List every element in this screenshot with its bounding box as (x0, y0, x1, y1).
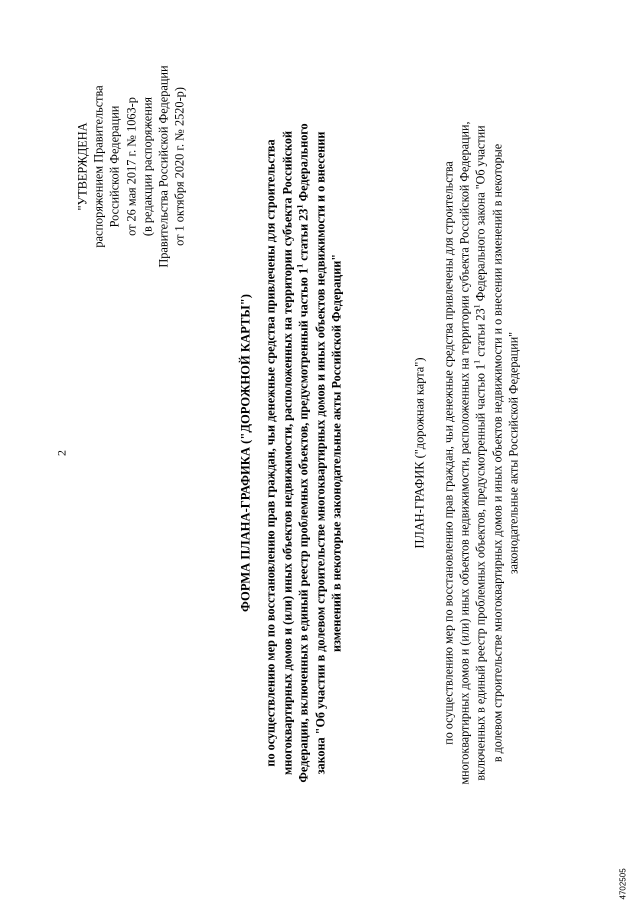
form-desc-line: изменений в некоторые законодательные акты Российской Федерации" (329, 253, 343, 652)
form-desc-line: многоквартирных домов и (или) иных объектов недвижимости, расположенных на территории субъекта Российской (279, 130, 294, 775)
approval-line: "УТВЕРЖДЕНА (75, 121, 89, 211)
plan-desc-line: законодательные акты Российской Федерации" (505, 331, 520, 574)
plan-desc-line: в долевом строительстве многоквартирных домов и иных объектов недвижимости и о внесении изменений в некоторые (489, 143, 504, 762)
page-number: 2 (54, 449, 68, 456)
approval-line: от 1 октября 2020 г. № 2520-р) (172, 86, 187, 246)
superscript: 1 (293, 203, 304, 209)
plan-desc-line: по осуществлению мер по восстановлению прав граждан, чьи денежные средства привлечены для строительства (441, 160, 455, 745)
plan-desc-line (472, 50, 488, 855)
form-desc-line (295, 50, 312, 855)
form-desc-text: Федерации, включенных в единый реестр проблемных объектов, предусмотренный частью 1 (296, 267, 310, 783)
form-desc-line: закона "Об участии в долевом строительстве многоквартирных домов и иных объектов недвижимости и о внесении (312, 131, 327, 774)
plan-desc-line: многоквартирных домов и (или) иных объектов недвижимости, расположенных на территории субъекта Российской Федерации, (457, 120, 472, 785)
form-desc-text: Федерального (296, 122, 310, 204)
superscript: 1 (293, 263, 304, 268)
form-title: ФОРМА ПЛАНА-ГРАФИКА ("ДОРОЖНОЙ КАРТЫ") (238, 293, 252, 612)
plan-desc-text: Федерального закона "Об участии (473, 124, 488, 304)
superscript: 1 (471, 303, 482, 308)
approval-line: от 26 мая 2017 г. № 1063-р (123, 96, 138, 236)
plan-title: ПЛАН-ГРАФИК ("дорожная карта") (412, 357, 426, 548)
form-description (262, 50, 345, 855)
plan-desc-text: включенных в единый реестр проблемных объектов, предусмотренный частью 1 (473, 363, 488, 781)
form-desc-text: статьи 23 (296, 208, 310, 264)
approval-block (74, 16, 187, 316)
plan-desc-text: статьи 23 (473, 307, 488, 360)
document-code: 4702505 (618, 867, 627, 899)
approval-line: Правительства Российской Федерации (156, 64, 171, 268)
superscript: 1 (471, 359, 482, 364)
plan-description (440, 50, 521, 855)
form-desc-line: по осуществлению мер по восстановлению прав граждан, чьи денежные средства привлечены для строительства (263, 138, 277, 767)
approval-line: (в редакции распоряжения (139, 96, 154, 236)
approval-line: распоряжением Правительства (91, 84, 106, 248)
approval-line: Российской Федерации (107, 105, 122, 227)
